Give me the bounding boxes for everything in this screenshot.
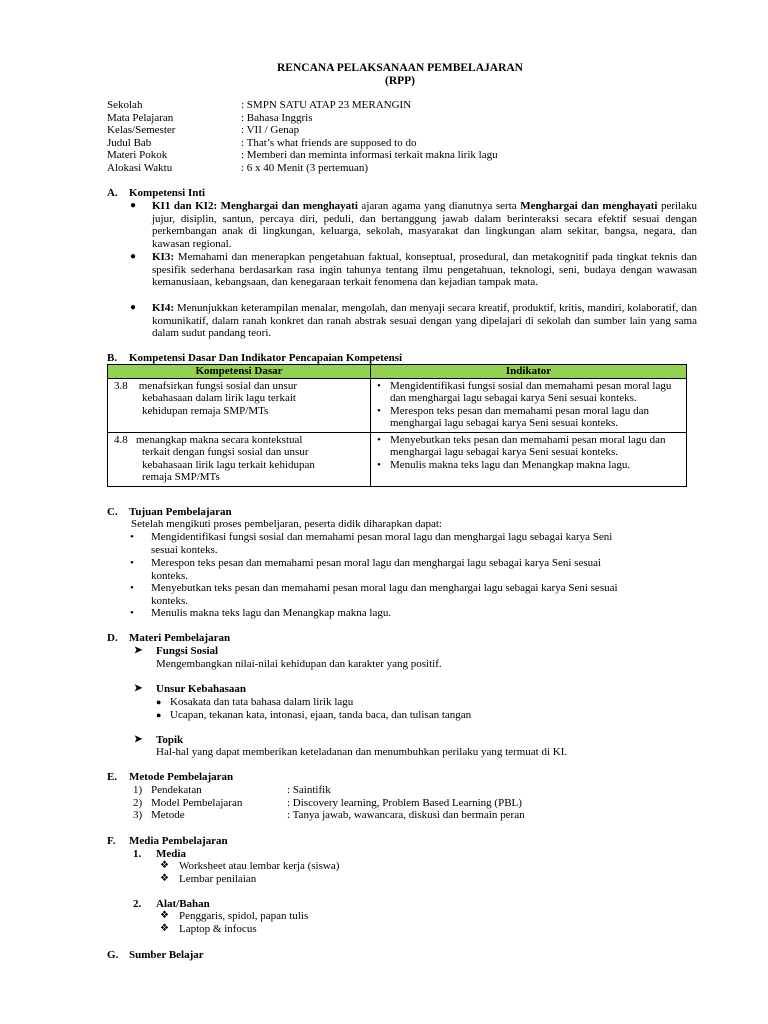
identity-row	[107, 112, 498, 125]
identity-label: Materi Pokok	[107, 149, 168, 161]
ki-lead: KI1 dan KI2:	[152, 200, 218, 212]
section-title: Kompetensi Dasar Dan Indikator Pencapaian Kompetensi	[129, 352, 403, 364]
metode-label: Metode	[151, 809, 185, 821]
ki-bold: Menghargai dan menghayati	[220, 200, 358, 212]
list-item: • Merespon teks pesan dan memahami pesan moral lagu dan menghargai lagu sebagai karya Seni sesuai konteks.	[375, 405, 682, 430]
list-item-text: Kosakata dan tata bahasa dalam lirik lagu	[170, 696, 354, 708]
list-item-text: Worksheet atau lembar kerja (siswa)	[179, 860, 340, 872]
section-title: Tujuan Pembelajaran	[129, 506, 232, 518]
list-item	[160, 910, 309, 923]
arrow-icon: ➤	[134, 734, 143, 745]
ki-item	[130, 251, 697, 289]
ki-bold: Menghargai dan menghayati	[520, 200, 658, 212]
kd-line: remaja SMP/MTs	[142, 471, 220, 483]
indikator-cell	[371, 432, 687, 486]
ki-text: Memahami dan menerapkan pengetahuan faktual, konseptual, prosedural, dan metakognitif pada tingkat teknis dan spesifik sederhana berdasarkan rasa ingin tahunya tentang ilmu pengetahuan, teknologi, seni, budaya dengan wawasan kemanusiaan, kebangsaan, dan kenegaraan terkait fenomena dan kejadian tampak mata.	[152, 251, 697, 289]
bullet-icon: •	[130, 582, 134, 594]
section-letter: B.	[107, 352, 118, 364]
subheading-text: Alat/Bahan	[156, 898, 210, 910]
kd-line: kebahasaan lirik lagu terkait kehidupan	[142, 458, 315, 471]
bullet-icon: ●	[130, 251, 137, 262]
indikator-list	[375, 434, 682, 472]
bullet-icon: ●	[130, 200, 137, 211]
identity-label: Sekolah	[107, 99, 143, 111]
section-title: Sumber Belajar	[129, 949, 204, 961]
ki-lead: KI3:	[152, 251, 174, 263]
diamond-bullet-icon: ❖	[160, 860, 169, 871]
identity-row	[107, 162, 498, 175]
metode-label: Model Pembelajaran	[151, 797, 243, 809]
subheading-number: 2.	[133, 898, 142, 910]
identity-row	[107, 99, 498, 112]
diamond-bullet-icon: ❖	[160, 910, 169, 921]
section-title: Media Pembelajaran	[129, 835, 228, 847]
bullet-icon: ●	[156, 697, 162, 707]
list-item	[156, 709, 472, 722]
identity-row	[107, 149, 498, 162]
bullet-icon: •	[130, 607, 134, 619]
indikator-cell	[371, 378, 687, 432]
list-item	[156, 696, 354, 709]
kd-text: menafsirkan fungsi sosial dan unsur	[138, 379, 297, 392]
identity-value: : Memberi dan meminta informasi terkait makna lirik lagu	[241, 149, 498, 161]
identity-label: Alokasi Waktu	[107, 161, 173, 174]
kd-header-cell: Kompetensi Dasar	[108, 365, 371, 379]
document-title: RENCANA PELAKSANAAN PEMBELAJARAN	[277, 62, 523, 74]
identity-block	[107, 99, 498, 174]
metode-label: Pendekatan	[151, 784, 202, 796]
section-e-heading	[107, 771, 233, 784]
list-item	[130, 557, 602, 582]
section-title: Metode Pembelajaran	[129, 771, 234, 783]
materi-subheading	[134, 683, 246, 696]
section-letter: D.	[107, 632, 118, 644]
materi-subheading	[134, 734, 184, 747]
metode-value: : Saintifik	[287, 784, 331, 796]
kd-line: terkait dengan fungsi sosial dan unsur	[142, 446, 309, 458]
indikator-list	[375, 380, 682, 430]
ki-text: Menunjukkan keterampilan menalar, mengolah, dan menyaji secara kreatif, produktif, kritis, mandiri, kolaboratif, dan komunikatif, dalam ranah konkret dan ranah abstrak sesuai dengan yang dipelajari di sekolah dan sumber lain yang sama dalam sudut pandang teori.	[152, 302, 697, 340]
subheading-text: Unsur Kebahasaan	[156, 683, 246, 695]
arrow-icon: ➤	[134, 645, 143, 656]
kd-line	[114, 434, 366, 447]
subheading-text: Topik	[156, 734, 184, 746]
metode-row	[133, 809, 525, 822]
diamond-bullet-icon: ❖	[160, 873, 169, 884]
identity-row	[107, 137, 498, 150]
list-item-text: Laptop & infocus	[179, 923, 257, 935]
identity-value: : Bahasa Inggris	[241, 111, 313, 124]
fungsi-text: Mengembangkan nilai-nilai kehidupan dan karakter yang positif.	[156, 658, 442, 670]
section-b-heading	[107, 352, 402, 365]
bullet-icon: ●	[156, 710, 162, 720]
kd-number: 3.8	[114, 379, 128, 392]
list-item-text: konteks.	[151, 594, 188, 607]
section-title: Kompetensi Inti	[129, 187, 206, 199]
list-item-text: Merespon teks pesan dan memahami pesan moral lagu dan menghargai lagu sebagai karya Seni sesuai	[151, 557, 602, 569]
identity-label: Kelas/Semester	[107, 124, 176, 136]
section-d-heading	[107, 632, 230, 645]
list-item-text: Ucapan, tekanan kata, intonasi, ejaan, tanda baca, dan tulisan tangan	[170, 709, 472, 721]
metode-row	[133, 784, 331, 797]
kd-line	[114, 380, 366, 393]
section-title: Materi Pembelajaran	[129, 632, 231, 644]
list-item: • Menulis makna teks lagu dan Menangkap makna lagu.	[375, 459, 682, 472]
kd-line: kebahasaan dalam lirik lagu terkait	[142, 392, 296, 404]
section-c-heading	[107, 506, 232, 519]
subheading-text: Media	[156, 848, 186, 860]
section-letter: C.	[107, 506, 118, 518]
indikator-header-cell: Indikator	[371, 365, 687, 379]
bullet-icon: •	[130, 557, 134, 569]
metode-value: : Tanya jawab, wawancara, diskusi dan bermain peran	[287, 809, 525, 821]
list-item	[160, 860, 340, 873]
kd-line: kehidupan remaja SMP/MTs	[142, 404, 269, 417]
identity-value: : SMPN SATU ATAP 23 MERANGIN	[241, 99, 412, 111]
subheading-number: 1.	[133, 848, 142, 860]
table-row	[108, 432, 687, 486]
ki-text: ajaran agama yang dianutnya serta	[357, 200, 521, 212]
identity-label: Mata Pelajaran	[107, 111, 174, 124]
list-item	[130, 607, 392, 620]
list-item: • Mengidentifikasi fungsi sosial dan memahami pesan moral lagu dan menghargai lagu sebagai karya Seni sesuai konteks.	[375, 380, 682, 405]
section-f-heading	[107, 835, 228, 848]
list-item	[130, 582, 618, 607]
kd-text: menangkap makna secara kontekstual	[136, 433, 303, 446]
identity-value: : 6 x 40 Menit (3 pertemuan)	[241, 161, 369, 174]
subheading-text: Fungsi Sosial	[156, 645, 219, 657]
list-item-text: Mengidentifikasi fungsi sosial dan memahami pesan moral lagu dan menghargai lagu sebagai karya Seni	[151, 531, 613, 543]
ki-item	[130, 302, 697, 340]
ki-lead: KI4:	[152, 302, 174, 314]
media-subheading	[133, 848, 186, 861]
metode-number: 1)	[133, 784, 143, 796]
section-letter: F.	[107, 835, 116, 847]
list-item-text: Menyebutkan teks pesan dan memahami pesan moral lagu dan menghargai lagu sebagai karya Seni sesuai	[151, 582, 618, 594]
section-letter: E.	[107, 771, 118, 783]
arrow-icon: ➤	[134, 683, 143, 694]
bullet-icon: •	[130, 531, 134, 543]
kd-cell	[108, 432, 371, 486]
list-item-text: sesuai konteks.	[151, 543, 218, 556]
identity-value: : VII / Genap	[241, 124, 300, 136]
materi-subheading	[134, 645, 219, 658]
kd-number: 4.8	[114, 433, 128, 446]
metode-number: 3)	[133, 809, 143, 821]
tujuan-intro: Setelah mengikuti proses pembeljaran, peserta didik diharapkan dapat:	[131, 518, 442, 530]
kd-table-header	[108, 365, 687, 379]
media-subheading	[133, 898, 210, 911]
metode-row	[133, 797, 522, 810]
list-item	[130, 531, 613, 556]
section-g-heading	[107, 949, 204, 962]
metode-number: 2)	[133, 797, 143, 809]
list-item-text: konteks.	[151, 569, 188, 582]
topik-text: Hal-hal yang dapat memberikan keteladanan dan menumbuhkan perilaku yang termuat di KI.	[156, 746, 568, 758]
ki-item	[130, 200, 697, 250]
list-item	[160, 873, 257, 886]
table-row	[108, 378, 687, 432]
document-subtitle: (RPP)	[384, 75, 415, 87]
list-item	[160, 923, 257, 936]
bullet-icon: ●	[130, 302, 137, 313]
list-item-text: Penggaris, spidol, papan tulis	[179, 910, 309, 922]
list-item-text: Lembar penilaian	[179, 873, 257, 885]
list-item: • Menyebutkan teks pesan dan memahami pesan moral lagu dan menghargai lagu sebagai karya Seni sesuai konteks.	[375, 434, 682, 459]
identity-value: : That’s what friends are supposed to do	[241, 136, 417, 149]
identity-label: Judul Bab	[107, 136, 152, 149]
kd-table	[107, 364, 687, 487]
diamond-bullet-icon: ❖	[160, 923, 169, 934]
metode-value: : Discovery learning, Problem Based Learning (PBL)	[287, 797, 522, 809]
section-letter: G.	[107, 949, 119, 961]
list-item-text: Menulis makna teks lagu dan Menangkap makna lagu.	[151, 607, 392, 619]
section-a-heading	[107, 187, 205, 200]
identity-row	[107, 124, 498, 137]
ki-text: perilaku jujur, disiplin, santun, percaya diri, peduli, dan bertanggung jawab dalam berinteraksi secara efektif sesuai dengan perkembangan anak di lingkungan, keluarga, sekolah, masyarakat dan lingkungan alam sekitar, bangsa, negara, dan kawasan regional.	[152, 200, 697, 250]
kd-cell	[108, 378, 371, 432]
section-letter: A.	[107, 187, 118, 199]
